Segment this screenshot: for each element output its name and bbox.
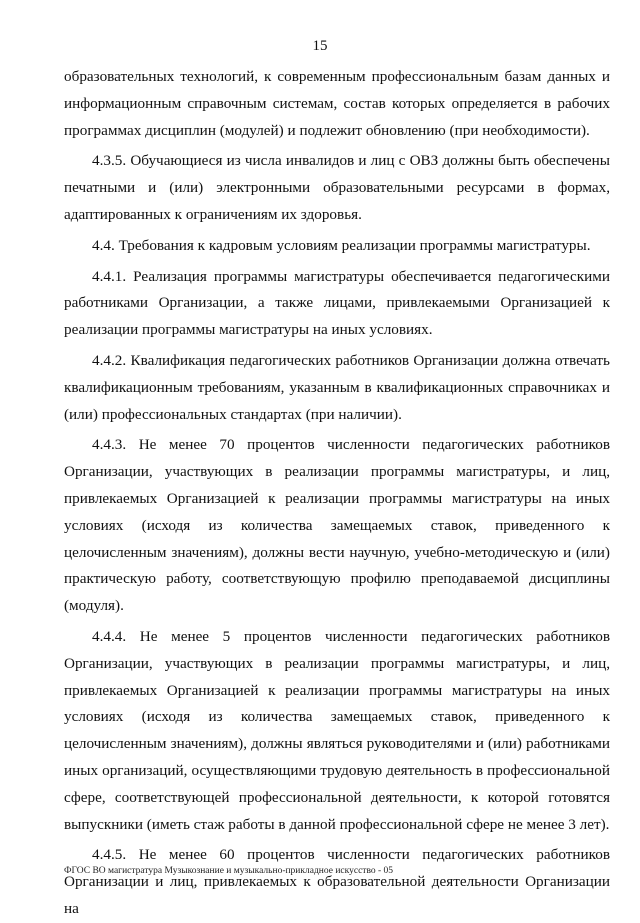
paragraph-4-4-5: 4.4.5. Не менее 60 процентов численности педагогических работников Организации и лиц, привлекаемых к образовательной деятельности Организации на — [64, 846, 610, 917]
paragraph-continuation: образовательных технологий, к современным профессиональным базам данных и информационным справочным системам, состав которых определяется в рабочих программах дисциплин (модулей) и подлежит обновлению (при необходимости). — [64, 68, 610, 139]
paragraph-4-4-4: 4.4.4. Не менее 5 процентов численности педагогических работников Организации, участвующих в реализации программы магистратуры, и лиц, привлекаемых Организацией к реализации программы магистратуры на иных условиях (исходя из количества замещаемых ставок, приведенного к целочисленным значениям), должны являться руководителями и (или) работниками иных организаций, осуществляющими трудовую деятельность в профессиональной сфере, соответствующей профессиональной деятельности, к которой готовятся выпускники (иметь стаж работы в данной профессиональной сфере не менее 3 лет). — [64, 627, 610, 833]
paragraph-4-4-3: 4.4.3. Не менее 70 процентов численности педагогических работников Организации, участвующих в реализации программы магистратуры, и лиц, привлекаемых Организацией к реализации программы магистратуры на иных условиях (исходя из количества замещаемых ставок, приведенного к целочисленным значениям), должны вести научную, учебно-методическую и (или) практическую работу, соответствующую профилю преподаваемой дисциплины (модуля). — [64, 436, 610, 615]
paragraph-4-4: 4.4. Требования к кадровым условиям реализации программы магистратуры. — [92, 236, 591, 254]
document-body — [64, 64, 610, 923]
paragraph-4-4-1: 4.4.1. Реализация программы магистратуры обеспечивается педагогическими работниками Организации, а также лицами, привлекаемыми Организацией к реализации программы магистратуры на иных условиях. — [64, 267, 610, 339]
page-number: 15 — [312, 38, 328, 54]
paragraph-4-3-5: 4.3.5. Обучающиеся из числа инвалидов и лиц с ОВЗ должны быть обеспечены печатными и (или) электронными образовательными ресурсами в формах, адаптированных к ограничениям их здоровья. — [64, 152, 610, 223]
paragraph-4-4-2: 4.4.2. Квалификация педагогических работников Организации должна отвечать квалификационным требованиям, указанным в квалификационных справочниках и (или) профессиональных стандартах (при наличии). — [64, 351, 610, 423]
page-footer: ФГОС ВО магистратура Музыкознание и музыкально-прикладное искусство - 05 — [64, 866, 394, 876]
